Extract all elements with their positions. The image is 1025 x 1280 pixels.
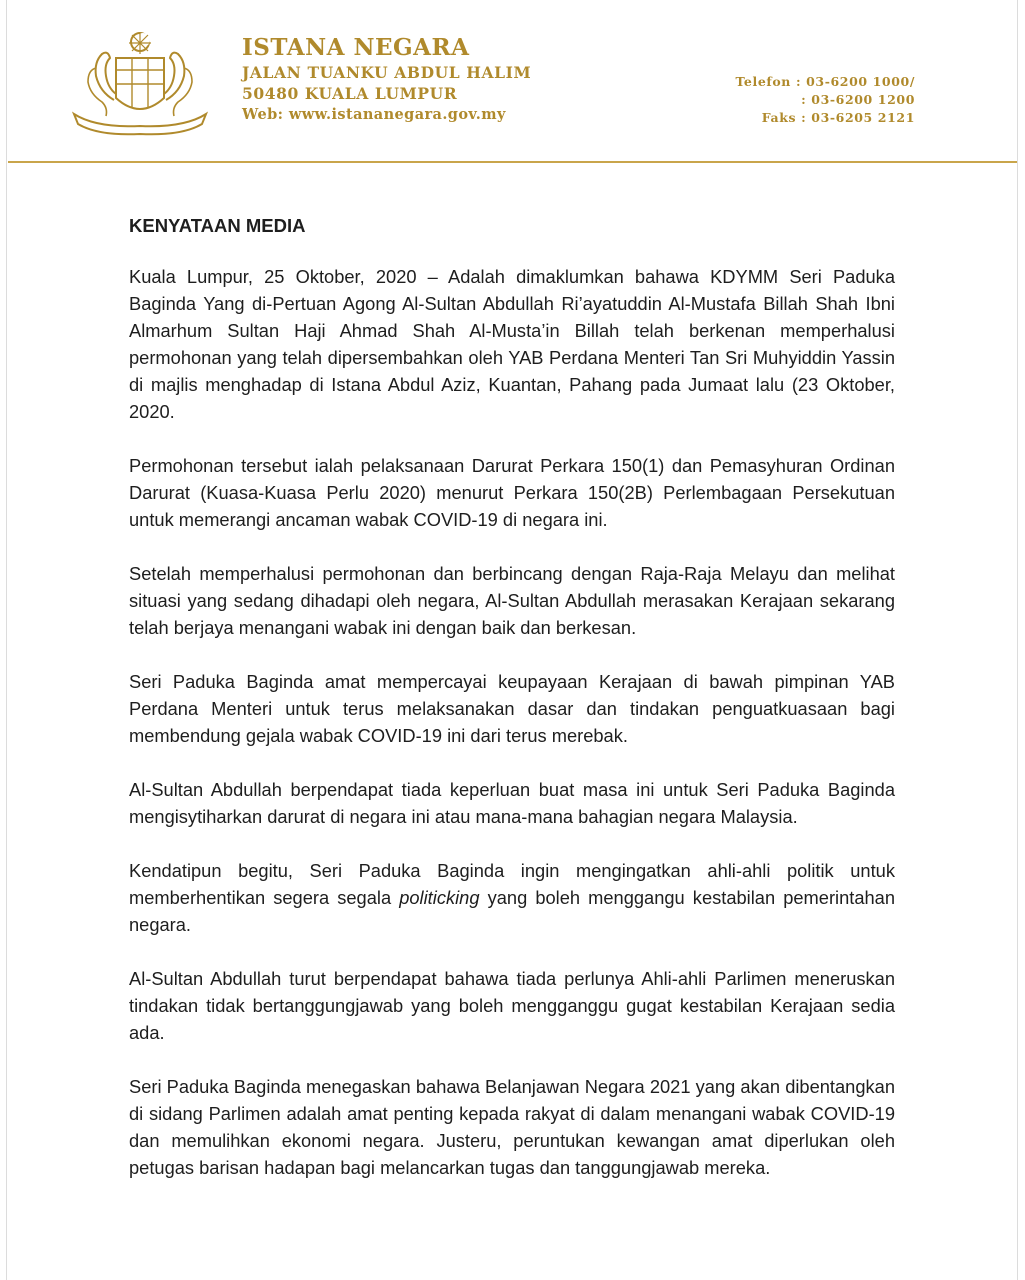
letterhead	[0, 0, 1025, 170]
contact-block	[735, 73, 915, 127]
org-name: ISTANA NEGARA	[242, 34, 470, 61]
paragraph-2: Permohonan tersebut ialah pelaksanaan Darurat Perkara 150(1) dan Pemasyhuran Ordinan Darurat (Kuasa-Kuasa Perlu 2020) menurut Perkara 150(2B) Perlembagaan Persekutuan untuk memerangi ancaman wabak COVID-19 di negara ini.	[129, 455, 895, 530]
paragraph-6-start: Kendatipun begitu, Seri Paduka Baginda ingin mengingatkan ahli-ahli politik untuk memberhentikan segera segala	[129, 860, 895, 908]
statement-heading: KENYATAAN MEDIA	[129, 215, 306, 236]
phone-line-1: Telefon : 03-6200 1000/	[735, 74, 915, 89]
paragraph-7: Al-Sultan Abdullah turut berpendapat bahawa tiada perlunya Ahli-ahli Parlimen meneruskan tindakan tidak bertanggungjawab yang boleh mengganggu gugat kestabilan Kerajaan sedia ada.	[129, 968, 895, 1043]
address-line-2: 50480 KUALA LUMPUR	[242, 84, 458, 103]
phone-line-2: : 03-6200 1200	[801, 92, 915, 107]
statement-body	[129, 212, 895, 1208]
website: Web: www.istananegara.gov.my	[242, 106, 506, 123]
paragraph-1: Kuala Lumpur, 25 Oktober, 2020 – Adalah dimaklumkan bahawa KDYMM Seri Paduka Baginda Yang di-Pertuan Agong Al-Sultan Abdullah Ri’ayatuddin Al-Mustafa Billah Shah Ibni Almarhum Sultan Haji Ahmad Shah Al-Musta’in Billah telah berkenan memperhalusi permohonan yang telah dipersembahkan oleh YAB Perdana Menteri Tan Sri Muhyiddin Yassin di majlis menghadap di Istana Abdul Aziz, Kuantan, Pahang pada Jumaat lalu (23 Oktober, 2020.	[129, 266, 895, 422]
paragraph-6	[129, 857, 895, 938]
paragraph-6-end: yang boleh menggangu kestabilan pemerintahan negara.	[129, 887, 896, 935]
paragraph-5: Al-Sultan Abdullah berpendapat tiada keperluan buat masa ini untuk Seri Paduka Baginda mengisytiharkan darurat di negara ini atau mana-mana bahagian negara Malaysia.	[129, 779, 895, 827]
address-line-1: JALAN TUANKU ABDUL HALIM	[242, 63, 532, 82]
fax-line: Faks : 03-6205 2121	[761, 110, 915, 125]
royal-crest-icon	[66, 28, 214, 138]
org-block	[242, 34, 531, 125]
letterhead-divider	[8, 161, 1017, 163]
paragraph-6-italic: politicking	[399, 887, 480, 908]
paragraph-4: Seri Paduka Baginda amat mempercayai keupayaan Kerajaan di bawah pimpinan YAB Perdana Menteri untuk terus melaksanakan dasar dan tindakan penguatkuasaan bagi membendung gejala wabak COVID-19 ini dari terus merebak.	[129, 671, 895, 746]
paragraph-3: Setelah memperhalusi permohonan dan berbincang dengan Raja-Raja Melayu dan melihat situasi yang sedang dihadapi oleh negara, Al-Sultan Abdullah merasakan Kerajaan sekarang telah berjaya menangani wabak ini dengan baik dan berkesan.	[129, 563, 895, 638]
paragraph-8: Seri Paduka Baginda menegaskan bahawa Belanjawan Negara 2021 yang akan dibentangkan di sidang Parlimen adalah amat penting kepada rakyat di dalam menangani wabak COVID-19 dan memulihkan ekonomi negara. Justeru, peruntukan kewangan amat diperlukan oleh petugas barisan hadapan bagi melancarkan tugas dan tanggungjawab mereka.	[129, 1076, 895, 1178]
